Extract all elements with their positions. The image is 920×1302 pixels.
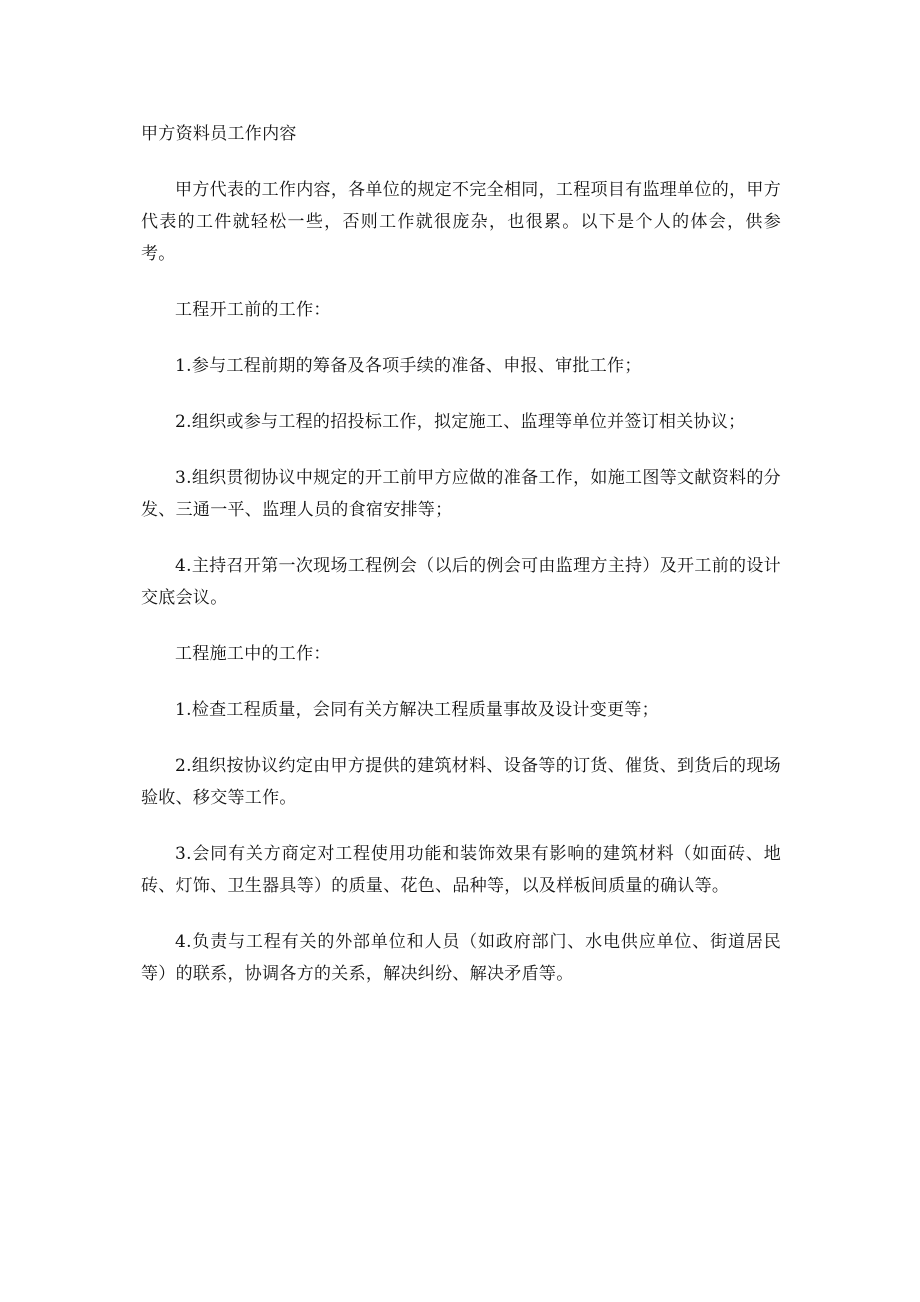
document-title: 甲方资料员工作内容: [141, 124, 297, 144]
pre-start-item-3: 3.组织贯彻协议中规定的开工前甲方应做的准备工作，如施工图等文献资料的分发、三通一平、监理人员的食宿安排等；: [141, 468, 781, 520]
section-heading-before-start: 工程开工前的工作：: [175, 300, 331, 320]
document-body: [141, 118, 781, 1014]
pre-start-item-4: 4.主持召开第一次现场工程例会（以后的例会可由监理方主持）及开工前的设计交底会议。: [141, 556, 781, 608]
pre-start-item-2: 2.组织或参与工程的招投标工作，拟定施工、监理等单位并签订相关协议；: [175, 412, 746, 432]
construction-item-4: 4.负责与工程有关的外部单位和人员（如政府部门、水电供应单位、街道居民等）的联系，协调各方的关系，解决纠纷、解决矛盾等。: [141, 932, 781, 984]
construction-item-3: 3.会同有关方商定对工程使用功能和装饰效果有影响的建筑材料（如面砖、地砖、灯饰、卫生器具等）的质量、花色、品种等，以及样板间质量的确认等。: [141, 844, 781, 896]
pre-start-item-1: 1.参与工程前期的筹备及各项手续的准备、申报、审批工作；: [175, 356, 642, 376]
construction-item-2: 2.组织按协议约定由甲方提供的建筑材料、设备等的订货、催货、到货后的现场验收、移交等工作。: [141, 756, 781, 808]
construction-item-1: 1.检查工程质量，会同有关方解决工程质量事故及设计变更等；: [175, 700, 659, 720]
section-heading-during-construction: 工程施工中的工作：: [175, 644, 331, 664]
intro-paragraph: 甲方代表的工作内容，各单位的规定不完全相同，工程项目有监理单位的，甲方代表的工件就轻松一些，否则工作就很庞杂，也很累。以下是个人的体会，供参考。: [141, 180, 781, 264]
